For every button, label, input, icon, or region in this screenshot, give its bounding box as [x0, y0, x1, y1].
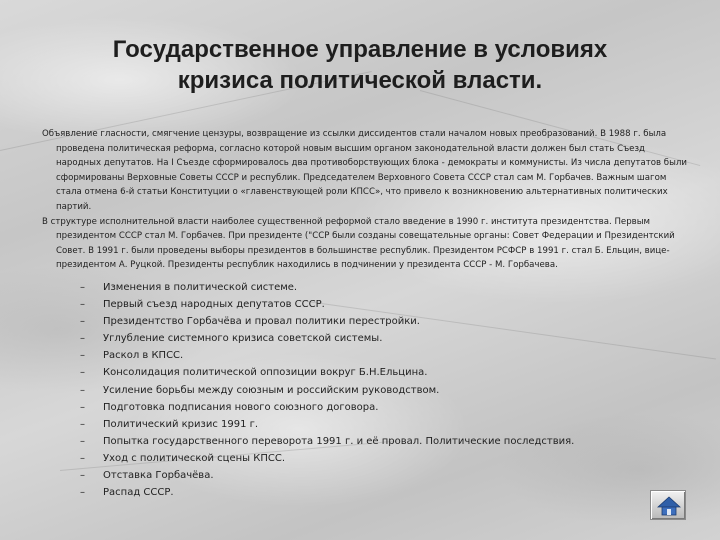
list-item — [80, 484, 640, 501]
paragraph-presidency: В структуре исполнительной власти наиболее существенной реформой стало введение в 1990 г. института президентства. Первым президентом СССР стал М. Горбачев. При президенте ("ССР были созданы совещательные органы: Совет Федерации и Президентский Совет. В 1991 г. были проведены выборы президентов в большинстве республик. Президентом РСФСР в 1991 г. стал Б. Ельцин, вице-президентом А. Руцкой. Президенты республик находились в подчинении у президента СССР - М. Горбачева. — [42, 216, 675, 271]
topic-list — [80, 279, 640, 501]
bullet-dash: – — [80, 452, 85, 464]
bullet-dash: – — [80, 435, 85, 447]
list-item — [80, 279, 640, 296]
bullet-dash: – — [80, 333, 85, 345]
paragraph-glasnost: Объявление гласности, смягчение цензуры, возвращение из ссылки диссидентов стали началом новых преобразований. В 1988 г. была проведена политическая реформа, согласно которой новым высшим органом законодательной власти должен был стать Съезд народных депутатов. На I Съезде сформировалось два противоборствующих блока - демократы и коммунисты. Из числа депутатов были сформированы Верховные Советы СССР и республик. Председателем Верховного Совета СССР стал сам М. Горбачев. Важным шагом стала отмена 6-й статьи Конституции о «главенствующей роли КПСС», что привело к возникновению альтернативных политических партий. — [42, 129, 687, 212]
slide-title-line-1: Государственное управление в условиях — [112, 36, 608, 63]
bullet-dash: – — [80, 367, 85, 379]
list-item — [80, 399, 640, 416]
list-item-text: Первый съезд народных депутатов СССР. — [103, 299, 325, 311]
list-item-text: Изменения в политической системе. — [103, 282, 298, 293]
bullet-dash: – — [80, 401, 85, 413]
list-item — [80, 467, 640, 484]
body-text — [42, 127, 692, 273]
list-item — [80, 416, 640, 433]
list-item — [80, 347, 640, 364]
bullet-dash: – — [80, 470, 85, 482]
list-item-text: Усиление борьбы между союзным и российским руководством. — [103, 384, 440, 396]
list-item-text: Подготовка подписания нового союзного договора. — [103, 401, 379, 413]
bullet-dash: – — [80, 487, 85, 499]
slide-title — [0, 34, 720, 96]
bullet-dash: – — [80, 350, 85, 362]
list-item — [80, 296, 640, 313]
list-item-text: Попытка государственного переворота 1991 г. и её провал. Политические последствия. — [103, 435, 575, 447]
list-item — [80, 433, 640, 450]
list-item-text: Политический кризис 1991 г. — [103, 418, 259, 430]
slide-title-line-2: кризиса политической власти. — [177, 67, 543, 94]
home-button[interactable] — [650, 490, 686, 520]
home-icon — [657, 496, 681, 516]
list-item — [80, 313, 640, 330]
bullet-dash: – — [80, 384, 85, 396]
bullet-dash: – — [80, 316, 85, 328]
list-item-text: Распад СССР. — [103, 487, 174, 499]
bullet-dash: – — [80, 418, 85, 430]
bullet-dash: – — [80, 282, 85, 293]
list-item-text: Раскол в КПСС. — [103, 350, 184, 362]
list-item — [80, 364, 640, 381]
list-item — [80, 450, 640, 467]
list-item-text: Отставка Горбачёва. — [103, 470, 214, 482]
list-item-text: Уход с политической сцены КПСС. — [103, 452, 285, 464]
list-item-text: Углубление системного кризиса советской системы. — [103, 333, 383, 345]
list-item — [80, 382, 640, 399]
list-item-text: Президентство Горбачёва и провал политики перестройки. — [103, 316, 420, 328]
bullet-dash: – — [80, 299, 85, 311]
list-item-text: Консолидация политической оппозиции вокруг Б.Н.Ельцина. — [103, 367, 428, 379]
list-item — [80, 330, 640, 347]
